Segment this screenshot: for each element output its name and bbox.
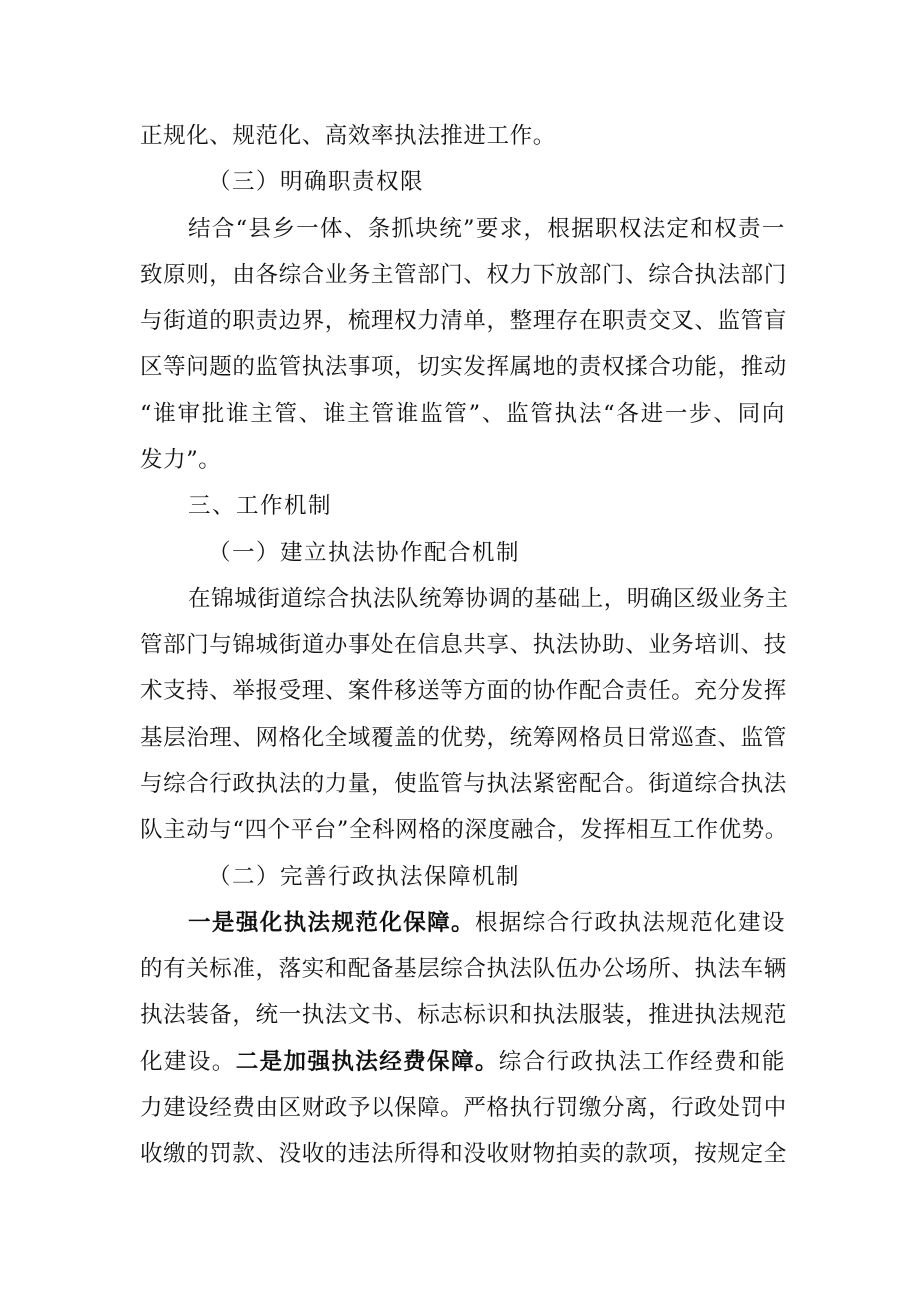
text-line: 基层治理、网格化全域覆盖的优势，统筹网格员日常巡查、监管 bbox=[140, 725, 787, 751]
text-line: “谁审批谁主管、谁主管谁监管”、监管执法“各进一步、同向 bbox=[140, 401, 785, 427]
section-heading: （二）完善行政执法保障机制 bbox=[208, 864, 521, 890]
text-line: 结合“县乡一体、条抓块统”要求，根据职权法定和权责一 bbox=[188, 216, 785, 242]
text-line: 管部门与锦城街道办事处在信息共享、执法协助、业务培训、技 bbox=[140, 632, 787, 658]
text-line: 致原则，由各综合业务主管部门、权力下放部门、综合执法部门 bbox=[140, 262, 787, 288]
text-line: 区等问题的监管执法事项，切实发挥属地的责权揉合功能，推动 bbox=[140, 354, 787, 380]
text-line: 术支持、举报受理、案件移送等方面的协作配合责任。充分发挥 bbox=[140, 678, 787, 704]
text-line: 的有关标准，落实和配备基层综合执法队伍办公场所、执法车辆 bbox=[140, 956, 787, 982]
text-span: 根据综合行政执法规范化建设 bbox=[474, 910, 785, 936]
text-line: 与综合行政执法的力量，使监管与执法紧密配合。街道综合执法 bbox=[140, 771, 787, 797]
text-line bbox=[140, 1039, 785, 1085]
text-line: 发力”。 bbox=[140, 447, 222, 473]
section-heading: （三）明确职责权限 bbox=[208, 169, 425, 195]
bold-lead: 一是强化执法规范化保障。 bbox=[188, 910, 475, 936]
text-span: 化建设。 bbox=[140, 1049, 236, 1075]
text-line: 正规化、规范化、高效率执法推进工作。 bbox=[140, 123, 556, 149]
text-line: 力建设经费由区财政予以保障。严格执行罚缴分离，行政处罚中 bbox=[140, 1095, 787, 1121]
text-line: 与街道的职责边界，梳理权力清单，整理存在职责交叉、监管盲 bbox=[140, 308, 787, 334]
text-line: 队主动与“四个平台”全科网格的深度融合，发挥相互工作优势。 bbox=[140, 817, 788, 843]
bold-lead: 二是加强执法经费保障。 bbox=[235, 1049, 499, 1075]
text-line bbox=[188, 900, 785, 946]
text-line: 在锦城街道综合执法队统筹协调的基础上，明确区级业务主 bbox=[188, 586, 789, 612]
chapter-heading: 三、工作机制 bbox=[188, 493, 333, 519]
text-line: 执法装备，统一执法文书、标志标识和执法服装，推进执法规范 bbox=[140, 1002, 787, 1028]
text-span: 综合行政执法工作经费和能 bbox=[498, 1049, 786, 1075]
section-heading: （一）建立执法协作配合机制 bbox=[208, 540, 521, 566]
text-line: 收缴的罚款、没收的违法所得和没收财物拍卖的款项，按规定全 bbox=[140, 1141, 787, 1167]
